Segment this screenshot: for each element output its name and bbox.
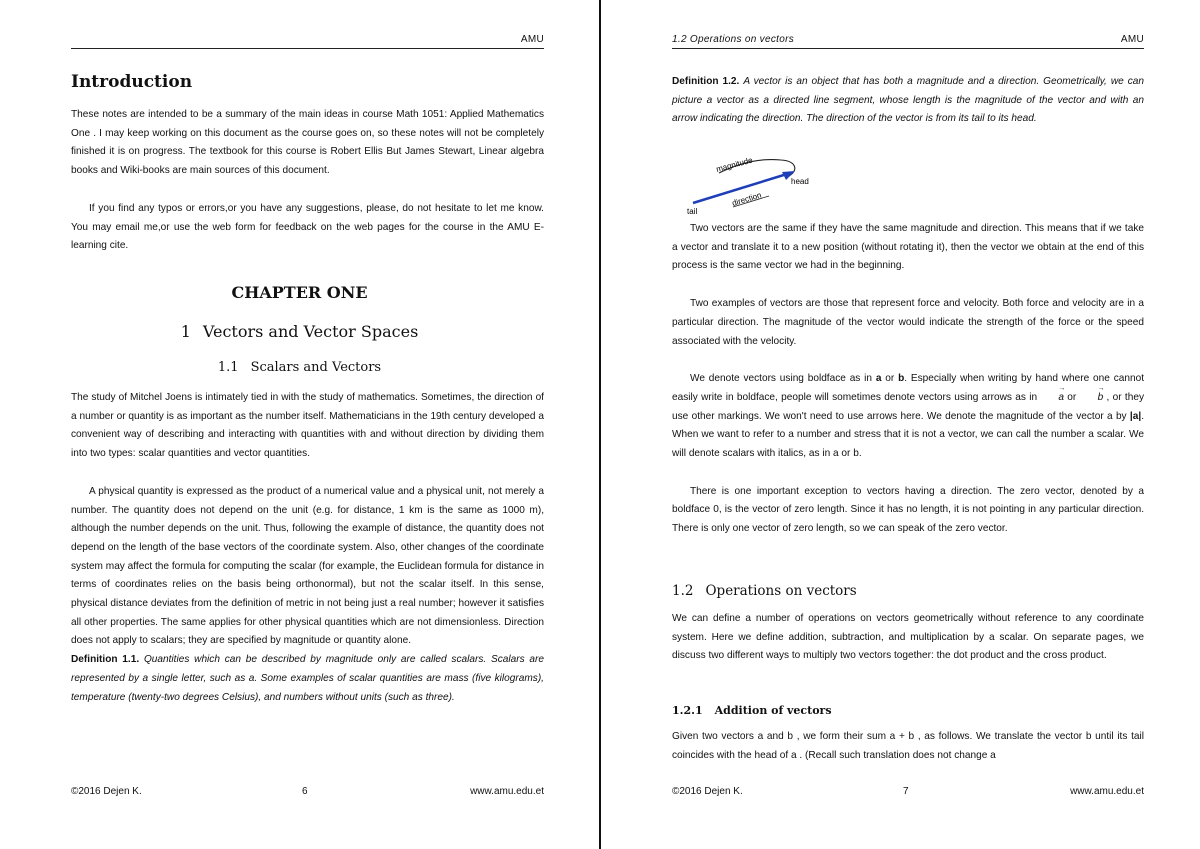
scalars-body: [71, 389, 544, 707]
subsection-number: 1.2.1: [672, 704, 703, 717]
section-title: Vectors and Vector Spaces: [202, 322, 419, 341]
arrow-notation-b: → b: [1080, 389, 1104, 408]
section-number: 1: [180, 322, 191, 341]
intro-paragraph-2: If you find any typos or errors,or you have any suggestions, please, do not hesitate to let me know. You may email me,or use the web form for feedback on the web pages for the course in the AMU E-learning cite.: [71, 202, 544, 252]
vectors-paragraph-2: Two examples of vectors are those that represent force and velocity. Both force and velocity are in a particular direction. The magnitude of the vector would indicate the strength of the force or the speed associated with the velocity.: [672, 298, 1144, 347]
head-label: head: [791, 177, 809, 186]
header-rule: [672, 48, 1144, 49]
subsection-heading: [672, 704, 832, 717]
introduction-body: [71, 106, 544, 256]
left-page: [0, 0, 599, 849]
subsection-number: 1.1: [217, 360, 239, 375]
section-title: Operations on vectors: [705, 583, 857, 599]
magnitude-notation: |a|: [1129, 410, 1142, 422]
footer-copyright: ©2016 Dejen K.: [672, 786, 743, 797]
definition-1-2: [672, 73, 1144, 129]
definition-1-1: [71, 651, 544, 707]
operations-paragraph: We can define a number of operations on vectors geometrically without reference to any coordinate system. Here we define addition, subtraction, and multiplication by a scalar. On separate pages, we discuss two different ways to multiply two vectors together: the dot product and the cross product.: [672, 613, 1144, 662]
definition-label: Definition 1.2.: [672, 76, 740, 87]
tail-label: tail: [687, 207, 698, 216]
footer-website: www.amu.edu.et: [470, 786, 544, 797]
vector-diagram: [681, 150, 831, 220]
section-heading: [0, 322, 599, 341]
subsection-title: Addition of vectors: [714, 704, 832, 717]
footer-copyright: ©2016 Dejen K.: [71, 786, 142, 797]
running-header: AMU: [1120, 34, 1144, 45]
magnitude-label: magnitude: [715, 155, 754, 174]
scalars-paragraph-2: A physical quantity is expressed as the product of a numerical value and a physical unit, not merely a number. The quantity does not depend on the unit (e.g. for distance, 1 km is the same as 1000 m), although the number depends on the unit. Thus, following the example of distance, the quantity does not depend on the length of the base vectors of the coordinate system. Also, other changes of the coordinate system may affect the formula for computing the scalar (for example, the Euclidean formula for distance in terms of coordinates relies on the basis being orthonormal), but not the scalar itself. In this sense, physical distance deviates from the definition of metric in not being just a real number; however it satisfies all other properties. The same applies for other physical quantities which are not dimensionless. Direction does not apply to scalars; they are specified by magnitude or quantity alone.: [71, 485, 544, 647]
operations-body: [672, 610, 1144, 666]
chapter-heading: CHAPTER ONE: [231, 283, 368, 302]
arrow-notation-a: → a: [1040, 389, 1064, 408]
introduction-title: Introduction: [71, 72, 193, 92]
subsection-heading: [0, 360, 599, 375]
footer-page-number: 7: [903, 786, 909, 797]
subsection-title: Scalars and Vectors: [250, 360, 382, 375]
running-header-section: 1.2 Operations on vectors: [672, 34, 795, 45]
definition-label: Definition 1.1.: [71, 654, 140, 666]
scalars-paragraph-1: The study of Mitchel Joens is intimately tied in with the study of mathematics. Sometimes, the direction of a number or quantity is as important as the number itself. Mathematicians in the 19th century developed a convenient way of describing and interacting with quantities with and without direction by dividing them into two types: scalar quantities and vector quantities.: [71, 392, 544, 460]
section-heading: [672, 583, 857, 599]
running-header: AMU: [520, 34, 544, 45]
section-number: 1.2: [672, 583, 694, 599]
vectors-paragraph-3: We denote vectors using boldface as in a or b. Especially when writing by hand where one cannot easily write in boldface, people will sometimes denote vectors using arrows as in → a or → b , or they use other markings. We won't need to use arrows here. We denote the magnitude of the vector a by |a|. When we want to refer to a number and stress that it is not a vector, we can call the number a scalar. We will denote scalars with italics, as in a or b.: [672, 370, 1144, 464]
vectors-paragraph-1: Two vectors are the same if they have the same magnitude and direction. This means that if we take a vector and translate it to a new position (without rotating it), then the vector we obtain at the end of this process is the same vector we had in the beginning.: [672, 223, 1144, 272]
addition-body: [672, 728, 1144, 765]
intro-paragraph-1: These notes are intended to be a summary of the main ideas in course Math 1051: Applied Mathematics One . I may keep working on this document as the course goes on, so these notes will not be completely finished it is on progress. The textbook for this course is Robert Ellis But James Stewart, Linear algebra books and Wiki-books are main sources of this document.: [71, 109, 544, 177]
definition-text: Quantities which can be described by magnitude only are called scalars. Scalars are represented by a single letter, such as a. Some examples of scalar quantities are mass (five kilograms), temperature (twenty-two degrees Celsius), and numbers without units (such as three).: [71, 654, 544, 703]
header-rule: [71, 48, 544, 49]
vectors-paragraph-4: There is one important exception to vectors having a direction. The zero vector, denoted by a boldface 0, is the vector of zero length. Since it has no length, it is not pointing in any particular direction. There is only one vector of zero length, so we can speak of the zero vector.: [672, 485, 1144, 535]
footer-page-number: 6: [302, 786, 308, 797]
right-page: [601, 0, 1200, 849]
definition-text: A vector is an object that has both a magnitude and a direction. Geometrically, we can picture a vector as a directed line segment, whose length is the magnitude of the vector and with an arrow indicating the direction. The direction of the vector is from its tail to its head.: [672, 76, 1144, 125]
addition-paragraph: Given two vectors a and b , we form their sum a + b , as follows. We translate the vector b until its tail coincides with the head of a . (Recall such translation does not change a: [672, 731, 1144, 761]
vectors-body: [672, 220, 1144, 539]
direction-label: direction: [730, 190, 763, 208]
footer-website: www.amu.edu.et: [1070, 786, 1144, 797]
